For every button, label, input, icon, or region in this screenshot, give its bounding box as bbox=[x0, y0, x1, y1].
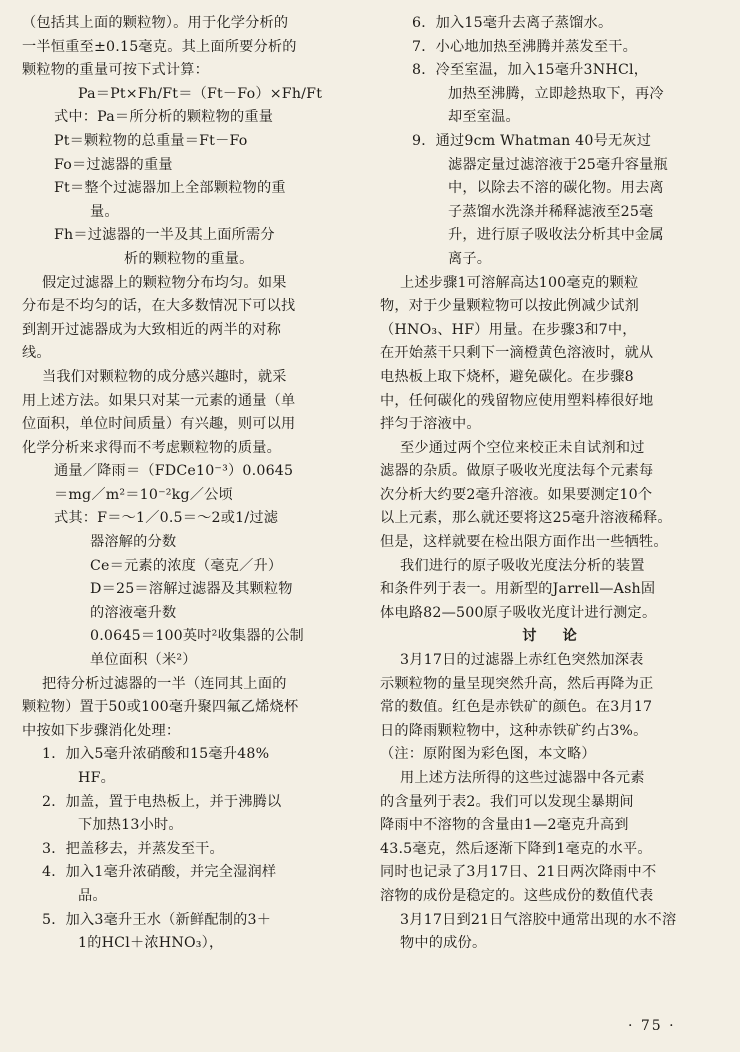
right-text-line: 3月17日到21日气溶胶中通常出现的水不溶 bbox=[400, 911, 677, 928]
left-text-line: 分布是不均匀的话，在大多数情况下可以找 bbox=[22, 298, 296, 315]
section-heading-discussion: 讨 论 bbox=[522, 628, 583, 645]
right-text-line: 至少通过两个空位来校正未自试剂和过 bbox=[400, 439, 645, 456]
left-text-line: 式其：F＝～1／0.5＝～2或1/过滤 bbox=[54, 510, 279, 527]
left-text-line: 线。 bbox=[22, 345, 51, 362]
right-text-line: （HNO₃、HF）用量。在步骤3和7中， bbox=[380, 321, 637, 338]
right-text-line: 升，进行原子吸收法分析其中金属 bbox=[448, 227, 664, 244]
right-text-line: 滤器的杂质。做原子吸收光度法每个元素每 bbox=[380, 463, 654, 480]
right-text-line: 次分析大约要2毫升溶液。如果要测定10个 bbox=[380, 486, 653, 503]
right-text-line: 物中的成份。 bbox=[400, 935, 487, 952]
right-text-line: 和条件列于表一。用新型的Jarrell—Ash固 bbox=[380, 581, 656, 598]
left-text-line: 4．加入1毫升浓硝酸，并完全湿润样 bbox=[42, 864, 277, 881]
left-text-line: 3．把盖移去，并蒸发至干。 bbox=[42, 840, 224, 857]
left-text-line: 用上述方法。如果只对某一元素的通量（单 bbox=[22, 392, 296, 409]
left-text-line: 0.0645＝100英吋²收集器的公制 bbox=[90, 628, 304, 645]
left-text-line: 通量／降雨＝（FDCe10⁻³）0.0645 bbox=[54, 463, 294, 480]
right-text-line: 我们进行的原子吸收光度法分析的装置 bbox=[400, 557, 645, 574]
left-text-line: 位面积，单位时间质量）有兴趣，则可以用 bbox=[22, 416, 296, 433]
right-text-line: （注：原附图为彩色图，本文略） bbox=[380, 746, 596, 763]
left-text-line: 单位面积（米²） bbox=[90, 652, 197, 669]
left-text-line: Fo＝过滤器的重量 bbox=[54, 156, 173, 173]
left-text-line: 当我们对颗粒物的成分感兴趣时，就采 bbox=[42, 368, 287, 385]
right-text-line: 8．冷至室温，加入15毫升3NHCl， bbox=[412, 62, 649, 79]
right-text-line: 中，任何碳化的残留物应使用塑料棒很好地 bbox=[380, 392, 654, 409]
left-text-line: Ft＝整个过滤器加上全部颗粒物的重 bbox=[54, 180, 286, 197]
left-text-line: Ce＝元素的浓度（毫克／升） bbox=[90, 557, 283, 574]
right-text-line: 加热至沸腾，立即趁热取下，再冷 bbox=[448, 85, 664, 102]
right-text-line: 43.5毫克，然后逐渐下降到1毫克的水平。 bbox=[380, 840, 652, 857]
left-text-line: 下加热13小时。 bbox=[78, 817, 183, 834]
right-text-line: 却至室温。 bbox=[448, 109, 520, 126]
left-text-line: D＝25＝溶解过滤器及其颗粒物 bbox=[90, 581, 293, 598]
left-text-line: 一半恒重至±0.15毫克。其上面所要分析的 bbox=[22, 38, 297, 55]
right-text-line: 用上述方法所得的这些过滤器中各元素 bbox=[400, 770, 645, 786]
right-text-line: 示颗粒物的量呈现突然升高，然后再降为正 bbox=[380, 675, 654, 692]
right-text-line: 在开始蒸干只剩下一滴橙黄色溶液时，就从 bbox=[380, 345, 654, 362]
left-text-line: 1．加入5毫升浓硝酸和15毫升48% bbox=[42, 746, 270, 763]
left-text-line: 化学分析来求得而不考虑颗粒物的质量。 bbox=[22, 439, 281, 456]
left-text-line: 品。 bbox=[78, 887, 107, 904]
right-text-line: 但是，这样就要在检出限方面作出一些牺牲。 bbox=[380, 534, 668, 551]
left-text-line: 5．加入3毫升王水（新鲜配制的3＋ bbox=[42, 911, 272, 928]
left-text-line: 2．加盖，置于电热板上，并于沸腾以 bbox=[42, 793, 282, 810]
left-text-line: 到割开过滤器成为大致相近的两半的对称 bbox=[22, 321, 281, 338]
left-text-line: 把待分析过滤器的一半（连同其上面的 bbox=[42, 675, 287, 692]
left-text-line: 器溶解的分数 bbox=[90, 534, 177, 551]
left-text-line: Pt＝颗粒物的总重量＝Ft－Fo bbox=[54, 132, 248, 149]
left-text-line: 中按如下步骤消化处理： bbox=[22, 722, 181, 739]
left-text-line: Fh＝过滤器的一半及其上面所需分 bbox=[54, 227, 275, 244]
right-text-line: 滤器定量过滤溶液于25毫升容量瓶 bbox=[448, 156, 668, 173]
right-text-line: 溶物的成份是稳定的。这些成份的数值代表 bbox=[380, 887, 654, 904]
left-text-line: HF。 bbox=[78, 770, 116, 786]
left-text-line: Pa＝Pt×Fh/Ft＝（Ft－Fo）×Fh/Ft bbox=[78, 85, 323, 102]
page-number: · 75 · bbox=[628, 1018, 676, 1034]
right-column bbox=[380, 12, 725, 956]
right-text-line: 6．加入15毫升去离子蒸馏水。 bbox=[412, 15, 613, 31]
left-text-line: 析的颗粒物的重量。 bbox=[124, 250, 254, 267]
right-text-line: 7．小心地加热至沸腾并蒸发至干。 bbox=[412, 38, 638, 55]
left-text-line: 量。 bbox=[90, 203, 119, 220]
right-text-line: 9．通过9cm Whatman 40号无灰过 bbox=[412, 132, 652, 149]
left-text-line: 假定过滤器上的颗粒物分布均匀。如果 bbox=[42, 274, 287, 291]
right-text-line: 电热板上取下烧杯，避免碳化。在步骤8 bbox=[380, 368, 634, 385]
left-text-line: 颗粒物）置于50或100毫升聚四氟乙烯烧杯 bbox=[22, 699, 299, 716]
right-text-line: 物，对于少量颗粒物可以按此例减少试剂 bbox=[380, 298, 639, 315]
right-text-line: 体电路82—500原子吸收光度计进行测定。 bbox=[380, 604, 657, 621]
right-text-line: 3月17日的过滤器上赤红色突然加深表 bbox=[400, 652, 644, 669]
right-text-line: 子蒸馏水洗涤并稀释滤液至25毫 bbox=[448, 203, 654, 220]
right-text-line: 日的降雨颗粒物中，这种赤铁矿约占3%。 bbox=[380, 722, 648, 739]
right-text-line: 的含量列于表2。我们可以发现尘暴期间 bbox=[380, 793, 634, 810]
right-text-line: 上述步骤1可溶解高达100毫克的颗粒 bbox=[400, 274, 639, 291]
left-text-line: 的溶液毫升数 bbox=[90, 604, 177, 621]
left-text-line: 式中：Pa＝所分析的颗粒物的重量 bbox=[54, 109, 274, 126]
right-text-line: 中，以除去不溶的碳化物。用去离 bbox=[448, 180, 664, 197]
left-text-line: 1的HCl＋浓HNO₃）， bbox=[78, 935, 224, 952]
left-text-line: ＝mg／m²＝10⁻²kg／公顷 bbox=[54, 486, 233, 503]
right-text-line: 同时也记录了3月17日、21日两次降雨中不 bbox=[380, 864, 657, 881]
right-text-line: 拌匀于溶液中。 bbox=[380, 416, 481, 433]
right-text-line: 以上元素，那么就还要将这25毫升溶液稀释。 bbox=[380, 510, 672, 527]
left-column bbox=[22, 12, 352, 956]
right-text-line: 常的数值。红色是赤铁矿的颜色。在3月17 bbox=[380, 699, 653, 716]
left-text-line: 颗粒物的重量可按下式计算： bbox=[22, 62, 210, 79]
right-text-line: 降雨中不溶物的含量由1—2毫克升高到 bbox=[380, 817, 629, 834]
left-text-line: （包括其上面的颗粒物）。用于化学分析的 bbox=[22, 15, 289, 31]
right-text-line: 离子。 bbox=[448, 250, 492, 267]
